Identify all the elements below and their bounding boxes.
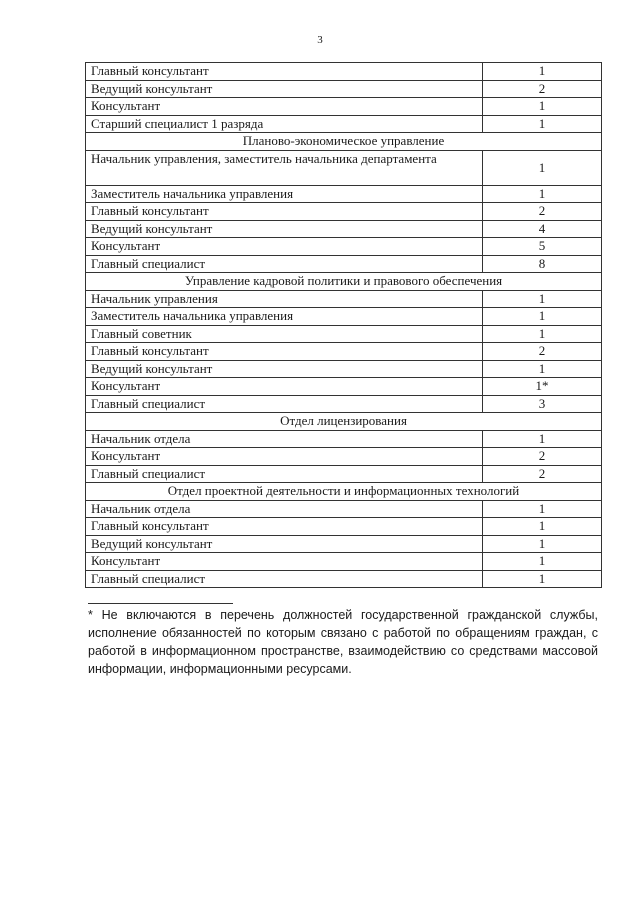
position-count: 1 xyxy=(483,360,602,378)
position-row xyxy=(86,465,602,483)
position-row xyxy=(86,220,602,238)
position-count: 2 xyxy=(483,203,602,221)
position-count: 3 xyxy=(483,395,602,413)
position-title: Консультант xyxy=(86,98,483,116)
position-row xyxy=(86,360,602,378)
position-row xyxy=(86,430,602,448)
position-row xyxy=(86,395,602,413)
page-number: 3 xyxy=(317,34,323,46)
section-title: Отдел проектной деятельности и информационных технологий xyxy=(86,483,602,501)
position-title: Главный советник xyxy=(86,325,483,343)
position-row xyxy=(86,343,602,361)
position-count: 8 xyxy=(483,255,602,273)
position-count: 1* xyxy=(483,378,602,396)
position-count: 2 xyxy=(483,465,602,483)
section-header-row xyxy=(86,273,602,291)
position-title: Главный специалист xyxy=(86,395,483,413)
section-title: Управление кадровой политики и правового обеспечения xyxy=(86,273,602,291)
position-count: 1 xyxy=(483,290,602,308)
footnote-divider xyxy=(88,603,233,604)
position-count: 1 xyxy=(483,308,602,326)
position-row xyxy=(86,255,602,273)
position-count: 2 xyxy=(483,80,602,98)
position-title: Главный специалист xyxy=(86,570,483,588)
position-row xyxy=(86,98,602,116)
position-title: Консультант xyxy=(86,238,483,256)
position-title: Главный консультант xyxy=(86,203,483,221)
position-title: Консультант xyxy=(86,448,483,466)
position-count: 1 xyxy=(483,430,602,448)
position-title: Ведущий консультант xyxy=(86,535,483,553)
position-row xyxy=(86,500,602,518)
position-row xyxy=(86,238,602,256)
position-row xyxy=(86,378,602,396)
section-header-row xyxy=(86,413,602,431)
position-row xyxy=(86,518,602,536)
position-title: Начальник управления xyxy=(86,290,483,308)
staffing-table xyxy=(85,62,602,588)
position-count: 1 xyxy=(483,150,602,185)
position-title: Главный консультант xyxy=(86,343,483,361)
position-row xyxy=(86,290,602,308)
section-title: Планово-экономическое управление xyxy=(86,133,602,151)
position-count: 1 xyxy=(483,570,602,588)
position-title: Консультант xyxy=(86,553,483,571)
position-row xyxy=(86,185,602,203)
position-count: 5 xyxy=(483,238,602,256)
position-title: Главный консультант xyxy=(86,63,483,81)
position-row xyxy=(86,535,602,553)
position-count: 1 xyxy=(483,115,602,133)
position-title: Заместитель начальника управления xyxy=(86,185,483,203)
position-count: 1 xyxy=(483,535,602,553)
position-count: 1 xyxy=(483,63,602,81)
position-title: Главный специалист xyxy=(86,465,483,483)
position-row xyxy=(86,325,602,343)
position-title: Начальник отдела xyxy=(86,500,483,518)
position-title: Ведущий консультант xyxy=(86,220,483,238)
position-title: Заместитель начальника управления xyxy=(86,308,483,326)
position-title: Ведущий консультант xyxy=(86,360,483,378)
position-row xyxy=(86,308,602,326)
position-count: 2 xyxy=(483,448,602,466)
position-row xyxy=(86,203,602,221)
staffing-table-body xyxy=(86,63,602,588)
position-row xyxy=(86,80,602,98)
position-count: 1 xyxy=(483,325,602,343)
position-row xyxy=(86,448,602,466)
position-title: Консультант xyxy=(86,378,483,396)
footnote-text: * Не включаются в перечень должностей государственной гражданской службы, исполнение обязанностей по которым связано с работой по обращениям граждан, с работой в информационном пространстве, взаимодействию со средствами массовой информации, информационными ресурсами. xyxy=(88,608,598,676)
section-header-row xyxy=(86,483,602,501)
position-count: 1 xyxy=(483,98,602,116)
position-count: 1 xyxy=(483,185,602,203)
position-count: 1 xyxy=(483,500,602,518)
position-row xyxy=(86,115,602,133)
section-header-row xyxy=(86,133,602,151)
position-count: 1 xyxy=(483,553,602,571)
position-title: Старший специалист 1 разряда xyxy=(86,115,483,133)
section-title: Отдел лицензирования xyxy=(86,413,602,431)
position-title: Главный специалист xyxy=(86,255,483,273)
position-row xyxy=(86,150,602,185)
position-count: 4 xyxy=(483,220,602,238)
position-count: 1 xyxy=(483,518,602,536)
position-row xyxy=(86,553,602,571)
position-title: Ведущий консультант xyxy=(86,80,483,98)
position-title: Главный консультант xyxy=(86,518,483,536)
position-row xyxy=(86,63,602,81)
position-count: 2 xyxy=(483,343,602,361)
position-row xyxy=(86,570,602,588)
position-title: Начальник отдела xyxy=(86,430,483,448)
position-title: Начальник управления, заместитель начальника департамента xyxy=(86,150,483,185)
